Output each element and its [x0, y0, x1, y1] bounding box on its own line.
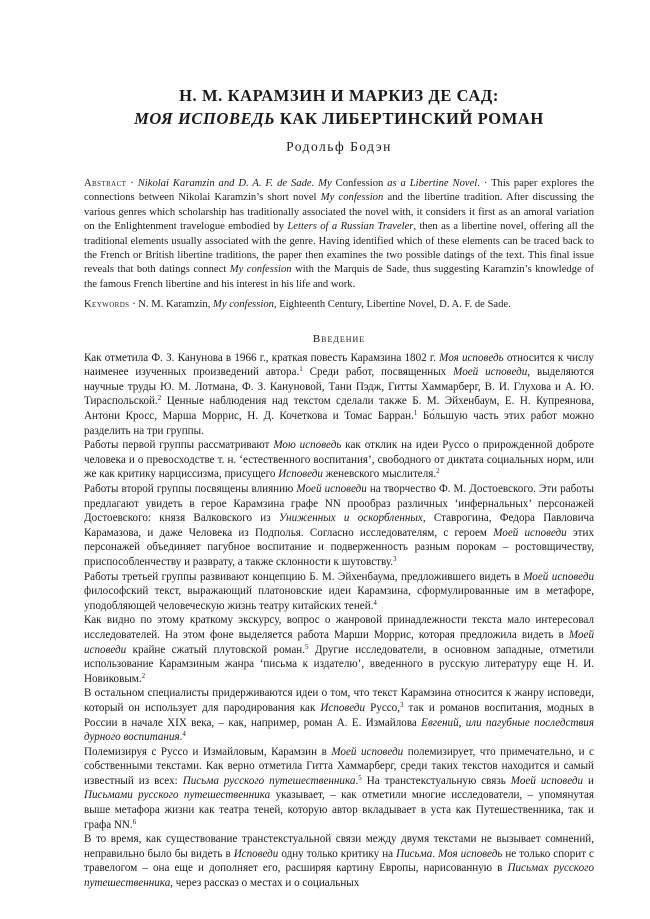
body-text: , через рассказ о местах и о социальных: [170, 877, 360, 890]
abstract-text: with the Marquis de Sade, thus suggesting Karamzin’s knowledge of the famous French libertine and his interest in his life and work.: [84, 264, 595, 290]
italic-text: Моей исповеди: [510, 774, 584, 787]
body-text: , Ставрогина, Федора Павловича Карамазова, и даже Человека из Подполья. Согласно исследователям, с героем: [84, 512, 595, 539]
italic-text: Мою исповедь: [273, 439, 342, 452]
abstract: Abstract · Nikolai Karamzin and D. A. F. de Sade. My Confession as a Libertine Novel. · This paper explores the connections between Nikolai Karamzin’s short novel My confession and the libertine tradition. After discussing the various genres which scholarship has traditionally associated the novel with, it considers it first as an amoral variation on the Enlightenment travelogue embodied by Letters of a Russian Traveler, then as a libertine novel, offering all the traditional elements usually associated with the genre. Having identified which of these elements can be traced back to the French or British libertine traditions, the paper then examines the two possible datings of the text. This final issue reveals that both datings connect My confession with the Marquis de Sade, thus suggesting Karamzin’s knowledge of the famous French libertine and his interest in his life and work.: [84, 178, 595, 290]
keyword-italic: My confession: [213, 299, 274, 311]
body-text: не только спорит с травелогом – она еще и дополняет его, расширяя картину Европы, нарисованную в: [84, 847, 594, 875]
keyword-text: , Eighteenth Century, Libertine Novel, D. A. F. de Sade.: [273, 299, 511, 311]
footnote-ref: 4: [373, 598, 377, 607]
body-text: Бо́льшую часть этих работ можно разделить на три группы.: [84, 410, 594, 437]
keyword-text: N. M. Karamzin,: [138, 299, 211, 311]
keywords-label: Keywords: [84, 299, 130, 311]
footnote-ref: 5: [305, 642, 309, 651]
body-text: Другие исследователи, в основном западные, отметили использование Карамзиным жанра ‘письма к издателю’, введенного в русскую литературу еще Н. И. Новиковым.: [84, 643, 594, 685]
italic-text: Моей исповеди: [296, 483, 367, 495]
italic-text: Письма: [396, 847, 433, 860]
italic-text: Евгений, или пагубные последствия дурного воспитания: [84, 716, 594, 744]
abstract-italic: My confession: [320, 192, 384, 204]
body-text: одну только критику на: [281, 847, 394, 860]
italic-text: Моей исповеди: [84, 628, 594, 656]
body-text: Полемизируя с Руссо и Измайловым, Карамзин в: [84, 745, 327, 758]
title-line-1: Н. М. КАРАМЗИН И МАРКИЗ ДЕ САД:: [179, 86, 499, 105]
body-text: относится к числу наименее изученных произведений автора.: [84, 351, 594, 379]
italic-text: Письмах русского путешественника: [84, 862, 594, 890]
italic-text: Моей исповеди: [453, 366, 528, 379]
footnote-ref: 3: [393, 554, 397, 563]
abstract-italic: My confession: [229, 264, 292, 276]
body-text: философский текст, выражающий платоновские идеи Карамзина, сформулированные им в метафоре, уподобляющей человеческую жизнь театру китайских теней.: [84, 585, 594, 612]
italic-text: Исповеди: [278, 468, 323, 481]
section-heading: Введение: [312, 332, 366, 345]
body-text: Как отметила Ф. З. Канунова в 1966 г., краткая повесть Карамзина 1802 г.: [84, 351, 436, 364]
title-line-2: КАК ЛИБЕРТИНСКИЙ РОМАН: [279, 109, 544, 128]
paragraph-8: [84, 832, 594, 890]
abstract-text: and the libertine tradition. After discussing the various genres which scholarship has traditionally associated the novel with, it considers it first as an amoral variation on the Enlightenment travelogue embodied by: [84, 192, 595, 233]
body-text: и: [588, 774, 594, 787]
footnote-ref: 2: [436, 467, 440, 476]
italic-text: Моя исповедь: [438, 847, 503, 860]
author-name: Родольф Бодэн: [286, 139, 392, 154]
italic-text: Моей исповеди: [493, 526, 567, 539]
body-text: Среди работ, посвященных: [309, 366, 447, 379]
paragraph-2: [84, 438, 594, 482]
italic-text: Моей исповеди: [523, 570, 594, 583]
footnote-ref: 4: [182, 730, 186, 739]
italic-text: Исповеди: [233, 847, 279, 860]
footnote-ref: 2: [157, 394, 162, 403]
paragraph-7: [84, 745, 594, 833]
footnote-ref: 2: [141, 671, 146, 680]
abstract-label: Abstract: [84, 178, 127, 189]
paragraph-5: [84, 613, 594, 686]
footnote-ref: 3: [400, 700, 404, 709]
italic-text: Письма русского путешественника: [182, 774, 356, 787]
body-text: , выделяются научные труды Ю. М. Лотмана, Ф. З. Кануновой, Тани Пэдж, Гитты Хаммарберг, В. И. Глухова и А. Ю. Тираспольской.: [84, 366, 595, 408]
abstract-text: , then as a libertine novel, offering all the traditional elements usually associated with the genre. Having identified which of these elements can be traced back to the French or British libertine traditions, the paper then examines the two possible datings of the text. This final issue reveals that both datings connect: [84, 221, 595, 276]
body-text: крайне сжатый плутовской роман.: [132, 643, 305, 656]
italic-text: Исповеди: [320, 701, 366, 714]
article-body: [84, 351, 594, 891]
title-italic-part: МОЯ ИСПОВЕДЬ: [134, 109, 276, 128]
body-text: Работы первой группы рассматривают: [84, 439, 270, 452]
body-text: .: [355, 774, 359, 787]
body-text: Как видно по этому краткому экскурсу, вопрос о жанровой принадлежности текста мало интересовал исследователей. На этом фоне выделяется работа Марши Моррис, которая предложила видеть в: [84, 614, 594, 641]
body-text: этих персонажей объединяет пагубное воспитание и подверженность разным порокам – ростовщичеству, приспособленчеству и разврату, а также склонности к шутовству.: [84, 526, 595, 568]
italic-text: Письмами русского путешественника: [84, 789, 271, 802]
article-title: [84, 84, 594, 130]
paragraph-1: [84, 351, 594, 439]
body-text: полемизирует, что примечательно, и с собственными текстами. Как верно отметила Гитта Хаммарберг, среди таких текстов находится и самый известный из всех:: [84, 745, 594, 787]
body-text: Руссо,: [370, 701, 400, 714]
paragraph-6: [84, 686, 594, 744]
body-text: .: [179, 731, 183, 744]
footnote-ref: 5: [358, 773, 362, 782]
body-text: Ценные наблюдения над текстом сделали также Б. М. Эйхенбаум, Е. Н. Купреянова, Антони Кросс, Марша Моррис, Н. Д. Кочеткова и Томас Барран.: [84, 395, 594, 423]
footnote-ref: 6: [132, 817, 137, 826]
body-text: Работы второй группы посвящены влиянию: [84, 483, 294, 495]
body-text: так и романов воспитания, модных в России в начале XIX века, – как, например, роман А. Е. Измайлова: [84, 701, 594, 729]
paragraph-3: [84, 482, 594, 570]
abstract-title-c: as a Libertine Novel: [387, 178, 478, 189]
footnote-ref: 1: [299, 365, 303, 374]
body-text: .: [432, 847, 436, 860]
body-text: указывает, – как отметили многие исследователи, – упомянутая выше метафора жизни как театра теней, которую автор вкладывает в уста как Путешественника, так и графа NN.: [84, 789, 594, 831]
italic-text: Униженных и оскорбленных: [278, 512, 423, 525]
footnote-ref: 1: [413, 409, 418, 418]
abstract-title-a: Nikolai Karamzin and D. A. F. de Sade. My: [137, 178, 332, 189]
abstract-italic: Letters of a Russian Traveler: [287, 221, 414, 233]
keywords: Keywords · N. M. Karamzin, My confession, Eighteenth Century, Libertine Novel, D. A. F. de Sade.: [84, 299, 511, 311]
body-text: женевского мыслителя.: [325, 468, 437, 481]
body-text: В то время, как существование транстекстуальной связи между двумя текстами не вызывает сомнений, неправильно было бы видеть в: [84, 833, 594, 860]
abstract-text: This paper explores the connections between Nikolai Karamzin’s short novel: [84, 178, 595, 204]
body-text: как отклик на идеи Руссо о прирожденной доброте человека и о превосходстве т. н. ‘естественного воспитания’, свободного от диктата социальных норм, или же как критику нарциссизма, присущего: [84, 439, 594, 481]
paragraph-4: [84, 570, 594, 614]
italic-text: Моя исповедь: [439, 351, 504, 364]
abstract-title-b: Confession: [335, 178, 384, 189]
body-text: Работы третьей группы развивают концепцию Б. М. Эйхенбаума, предложившего видеть в: [84, 570, 520, 583]
body-text: на творчество Ф. М. Достоевского. Эти работы предлагают увидеть в герое Карамзина графе NN прообраз различных ‘инфернальных’ персонажей Достоевского: князя Валковского из: [84, 483, 594, 525]
body-text: На транстекстуальную связь: [366, 774, 506, 787]
body-text: В остальном специалисты придерживаются идеи о том, что текст Карамзина относится к жанру исповеди, который он использует для пародирования как: [84, 687, 594, 714]
italic-text: Моей исповеди: [331, 745, 404, 758]
